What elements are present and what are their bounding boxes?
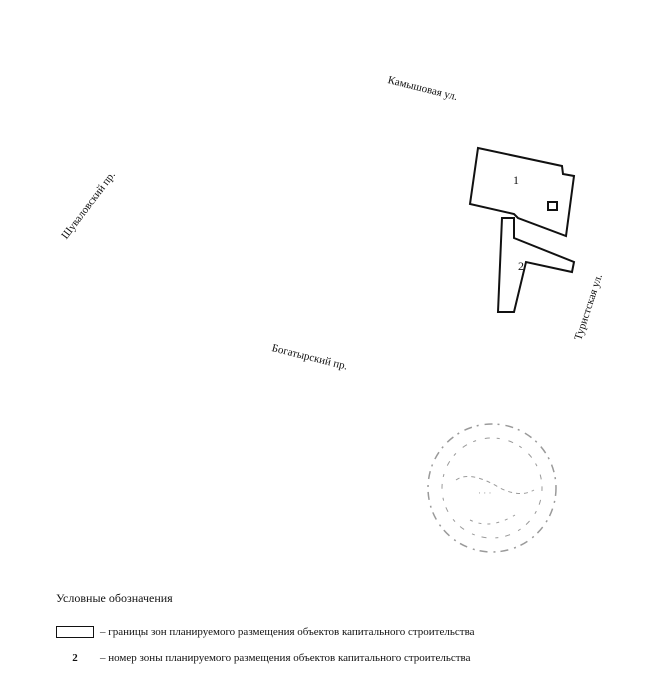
stamp-text: · · ·	[478, 488, 492, 498]
legend-number-text: – номер зоны планируемого размещения объектов капитального строительства	[100, 652, 471, 664]
legend-boundary-text: – границы зон планируемого размещения объектов капитального строительства	[100, 626, 475, 638]
legend-number-sample: 2	[72, 652, 78, 664]
legend-title: Условные обозначения	[56, 591, 173, 605]
zone-2-boundary	[498, 218, 574, 312]
zone-2-number: 2	[518, 259, 524, 273]
legend-row-number	[56, 652, 470, 664]
street-shuvalovsky: Шуваловский пр.	[59, 169, 118, 242]
street-bogatyrsky: Богатырский пр.	[270, 342, 349, 373]
legend-row-boundary	[56, 626, 475, 638]
zone-1-number: 1	[513, 173, 519, 187]
zone-1-small-structure	[548, 202, 557, 210]
legend-boundary-swatch	[56, 626, 94, 638]
street-turistskaya: Туристская ул.	[572, 272, 605, 342]
zone-1-boundary	[470, 148, 574, 236]
street-kamyshovaya: Камышовая ул.	[386, 74, 459, 104]
stamp-seal	[428, 424, 556, 552]
